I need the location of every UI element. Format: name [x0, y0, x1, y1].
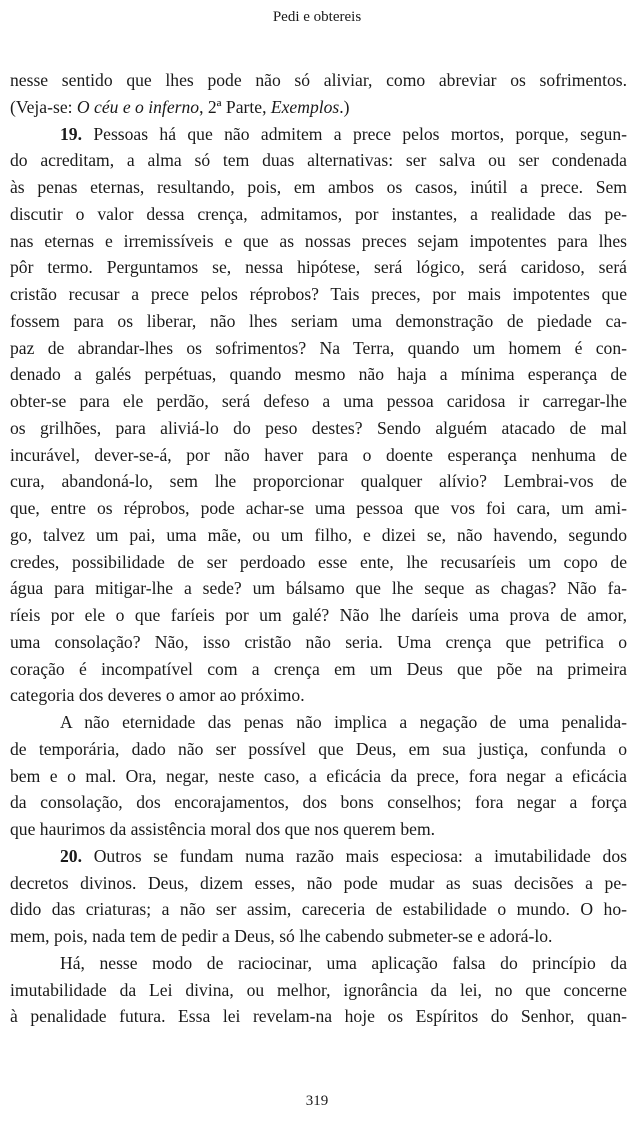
text-line: denado a galés perpétuas, quando mesmo não haja a mínima esperança de [10, 364, 627, 385]
text-line: uma consolação? Não, isso cristão não seria. Uma crença que petrifica o [10, 631, 627, 652]
book-title: O céu e o inferno [76, 96, 200, 117]
text-line: categoria dos deveres o amor ao próximo. [10, 685, 305, 706]
text-line: credes, possibilidade de ser perdoado esse ente, lhe recusaríeis um copo de [10, 551, 627, 572]
paragraph-20-start: 20. Outros se fundam numa razão mais especiosa: a imutabilidade dos [60, 845, 627, 866]
text-line: coração é incompatível com a crença em um Deus que põe na primeira [10, 658, 627, 679]
text-line: Há, nesse modo de raciocinar, uma aplicação falsa do princípio da [60, 952, 627, 973]
item-number: 19. [60, 123, 82, 144]
text-line: cura, abandoná-lo, sem lhe proporcionar qualquer alívio? Lembrai-vos de [10, 471, 627, 492]
text-line: obter-se para ele perdão, será defeso a uma pessoa caridosa ir carregar-lhe [10, 391, 627, 411]
text-line: que, entre os réprobos, pode achar-se uma pessoa que vos foi cara, um ami- [10, 498, 627, 518]
text-line: de temporária, dado não ser possível que Deus, em sua justiça, confunda o [10, 738, 627, 759]
section-title: Exemplos [270, 96, 340, 117]
text-line: mem, pois, nada tem de pedir a Deus, só lhe cabendo submeter-se e adorá-lo. [10, 926, 553, 946]
text-line: imutabilidade da Lei divina, ou melhor, ignorância da lei, no que concerne [10, 979, 627, 1000]
text-line: nesse sentido que lhes pode não só aliviar, como abreviar os sofrimentos. [10, 70, 627, 90]
paragraph-19-start: 19. Pessoas há que não admitem a prece pelos mortos, porque, segun- [60, 123, 627, 144]
text-line: bem e o mal. Ora, negar, neste caso, a eficácia da prece, fora negar a eficácia [10, 765, 627, 786]
text-line: fossem para os liberar, não lhes seriam uma demonstração de piedade ca- [10, 310, 627, 331]
text-line: da consolação, dos encorajamentos, dos bons conselhos; fora negar a força [10, 792, 627, 813]
text-line: que haurimos da assistência moral dos que nos querem bem. [10, 819, 436, 839]
text-line: decretos divinos. Deus, dizem esses, não pode mudar as suas decisões a pe- [10, 872, 627, 893]
text-line: paz de abrandar-lhes os sofrimentos? Na Terra, quando um homem é con- [10, 337, 627, 358]
text-line: água para mitigar-lhe a sede? um bálsamo que lhe seque as chagas? Não fa- [10, 578, 627, 599]
text-line: cristão recusar a prece pelos réprobos? Tais preces, por mais impotentes que [10, 284, 627, 304]
text-line: à penalidade futura. Essa lei revelam-na hoje os Espíritos do Senhor, quan- [10, 1006, 627, 1027]
text-line: pôr termo. Perguntamos se, nessa hipótese, será lógico, será caridoso, será [10, 257, 627, 278]
text-line: às penas eternas, resultando, pois, em ambos os casos, inútil a prece. Sem [10, 177, 627, 197]
page-number: 319 [305, 1093, 329, 1109]
text-line: go, talvez um pai, uma mãe, ou um filho, e dizei se, não havendo, segundo [10, 524, 627, 545]
text-line: (Veja-se: O céu e o inferno, 2ª Parte, Exemplos.) [10, 96, 350, 117]
text-line: A não eternidade das penas não implica a negação de uma penalida- [60, 712, 627, 732]
item-number: 20. [60, 845, 82, 866]
text-line: do acreditam, a alma só tem duas alternativas: ser salva ou ser condenada [10, 150, 627, 171]
text-line: dido das criaturas; a não ser assim, careceria de estabilidade o mundo. O ho- [10, 899, 627, 920]
text-line: incurável, dever-se-á, por não haver para o doente esperança nenhuma de [10, 444, 627, 465]
text-line: ríeis por ele o que faríeis por um galé? Não lhe daríeis uma prova de amor, [10, 605, 627, 625]
text-line: discutir o valor dessa crença, admitamos, por instantes, a realidade das pe- [10, 203, 627, 224]
text-line: os grilhões, para aliviá-lo do peso destes? Sendo alguém atacado de mal [10, 417, 627, 438]
text-line: nas eternas e irremissíveis e que as nossas preces sejam impotentes para lhes [10, 230, 627, 251]
running-head: Pedi e obtereis [272, 9, 362, 25]
body-text [10, 67, 627, 1030]
